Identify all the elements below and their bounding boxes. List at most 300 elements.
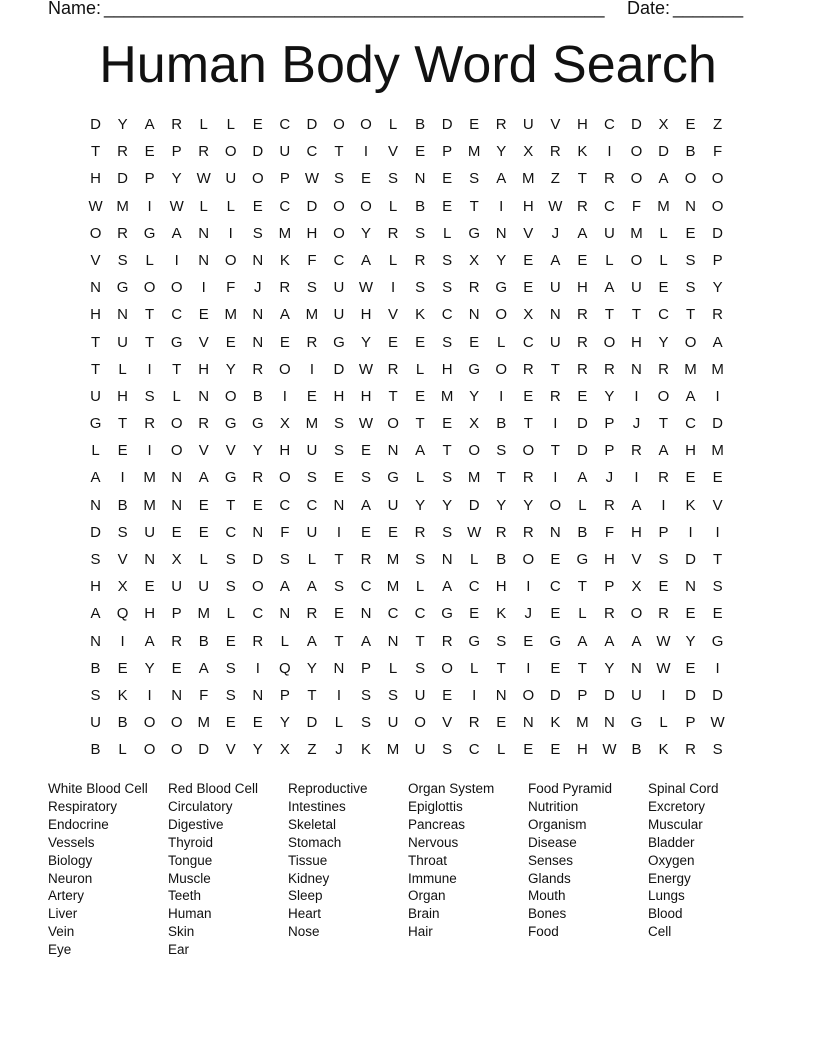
grid-cell[interactable]: R <box>171 632 183 650</box>
grid-cell[interactable]: D <box>252 551 264 568</box>
grid-cell[interactable]: M <box>467 469 481 487</box>
grid-cell[interactable]: G <box>441 605 453 623</box>
grid-cell[interactable]: M <box>197 605 210 623</box>
grid-cell[interactable]: B <box>90 741 101 759</box>
grid-cell[interactable]: N <box>144 551 156 568</box>
grid-cell[interactable]: J <box>632 415 641 433</box>
grid-cell[interactable]: V <box>198 442 209 460</box>
grid-cell[interactable]: O <box>170 415 183 433</box>
grid-cell[interactable]: M <box>576 714 589 732</box>
grid-cell[interactable]: L <box>226 197 235 215</box>
grid-cell[interactable]: F <box>307 251 317 269</box>
grid-cell[interactable]: A <box>279 578 290 596</box>
grid-cell[interactable]: H <box>576 741 588 759</box>
grid-cell[interactable]: B <box>252 387 263 405</box>
grid-cell[interactable]: E <box>523 279 534 297</box>
grid-cell[interactable]: R <box>279 279 291 297</box>
grid-cell[interactable]: O <box>387 415 399 433</box>
grid-cell[interactable]: B <box>631 741 642 759</box>
grid-cell[interactable]: E <box>360 442 371 460</box>
grid-cell[interactable]: O <box>522 442 535 460</box>
grid-cell[interactable]: D <box>549 686 561 704</box>
grid-cell[interactable]: L <box>415 578 425 596</box>
grid-cell[interactable]: I <box>174 251 179 269</box>
grid-cell[interactable]: T <box>90 143 101 161</box>
grid-cell[interactable]: F <box>226 279 236 297</box>
grid-cell[interactable]: C <box>306 143 318 161</box>
grid-cell[interactable]: E <box>279 333 290 351</box>
grid-cell[interactable]: E <box>523 632 534 650</box>
grid-cell[interactable]: C <box>279 197 291 215</box>
grid-cell[interactable]: N <box>333 496 345 514</box>
grid-cell[interactable]: G <box>630 714 643 732</box>
grid-cell[interactable]: U <box>387 496 399 514</box>
grid-cell[interactable]: E <box>333 605 344 623</box>
grid-cell[interactable]: O <box>224 387 237 405</box>
grid-cell[interactable]: C <box>387 605 399 623</box>
grid-cell[interactable]: Y <box>712 279 723 297</box>
grid-cell[interactable]: M <box>630 224 643 242</box>
grid-cell[interactable]: H <box>306 224 318 242</box>
grid-cell[interactable]: C <box>685 415 696 433</box>
grid-cell[interactable]: T <box>550 360 560 378</box>
grid-cell[interactable]: H <box>117 387 128 405</box>
grid-cell[interactable]: D <box>468 496 480 514</box>
grid-cell[interactable]: E <box>523 387 534 405</box>
grid-cell[interactable]: C <box>306 496 318 514</box>
grid-cell[interactable]: P <box>279 170 290 188</box>
grid-cell[interactable]: X <box>523 143 534 161</box>
grid-cell[interactable]: T <box>577 659 587 677</box>
grid-cell[interactable]: R <box>631 442 642 460</box>
grid-cell[interactable]: R <box>495 116 507 133</box>
grid-cell[interactable]: B <box>198 632 209 650</box>
grid-cell[interactable]: T <box>90 333 101 351</box>
grid-cell[interactable]: C <box>658 306 669 324</box>
grid-cell[interactable]: W <box>358 415 374 433</box>
grid-cell[interactable]: S <box>442 251 453 269</box>
grid-cell[interactable]: U <box>90 387 101 405</box>
grid-cell[interactable]: S <box>712 741 723 759</box>
grid-cell[interactable]: O <box>549 496 562 514</box>
grid-cell[interactable]: T <box>442 442 452 460</box>
grid-cell[interactable]: V <box>225 741 236 759</box>
grid-cell[interactable]: T <box>117 415 128 433</box>
grid-cell[interactable]: L <box>199 197 208 215</box>
grid-cell[interactable]: C <box>279 116 291 133</box>
grid-cell[interactable]: I <box>688 523 693 541</box>
grid-cell[interactable]: N <box>198 224 210 242</box>
grid-cell[interactable]: N <box>631 360 642 378</box>
grid-cell[interactable]: N <box>252 251 264 269</box>
grid-cell[interactable]: O <box>170 714 183 732</box>
grid-cell[interactable]: X <box>469 251 480 269</box>
grid-cell[interactable]: A <box>415 442 426 460</box>
grid-cell[interactable]: S <box>333 578 344 596</box>
grid-cell[interactable]: U <box>279 143 291 161</box>
grid-cell[interactable]: N <box>441 551 453 568</box>
grid-cell[interactable]: W <box>304 170 319 188</box>
name-field[interactable]: __________________________________________________ <box>104 0 605 18</box>
grid-cell[interactable]: A <box>577 632 588 650</box>
grid-cell[interactable]: E <box>117 442 128 460</box>
grid-cell[interactable]: X <box>279 415 290 433</box>
grid-cell[interactable]: I <box>553 415 558 433</box>
grid-cell[interactable]: Q <box>279 659 291 677</box>
grid-cell[interactable]: I <box>201 279 206 297</box>
grid-cell[interactable]: G <box>170 333 183 351</box>
grid-cell[interactable]: D <box>658 143 669 161</box>
grid-cell[interactable]: T <box>334 551 344 568</box>
grid-cell[interactable]: S <box>415 224 426 242</box>
grid-cell[interactable]: R <box>171 116 183 133</box>
grid-cell[interactable]: K <box>279 251 290 269</box>
grid-cell[interactable]: L <box>388 251 398 269</box>
grid-cell[interactable]: W <box>656 659 671 677</box>
grid-cell[interactable]: S <box>225 551 236 568</box>
grid-cell[interactable]: E <box>469 116 480 133</box>
grid-cell[interactable]: R <box>495 523 507 541</box>
grid-cell[interactable]: I <box>336 686 342 704</box>
grid-cell[interactable]: H <box>279 442 291 460</box>
grid-cell[interactable]: T <box>90 360 101 378</box>
grid-cell[interactable]: E <box>523 251 534 269</box>
grid-cell[interactable]: J <box>335 741 343 759</box>
grid-cell[interactable]: G <box>251 415 264 433</box>
grid-cell[interactable]: M <box>657 197 670 215</box>
grid-cell[interactable]: H <box>576 116 588 133</box>
grid-cell[interactable]: E <box>360 170 371 188</box>
grid-cell[interactable]: A <box>631 632 642 650</box>
grid-cell[interactable]: N <box>117 306 128 324</box>
grid-cell[interactable]: Y <box>306 659 317 677</box>
grid-cell[interactable]: V <box>225 442 236 460</box>
grid-cell[interactable]: T <box>496 469 506 487</box>
grid-cell[interactable]: C <box>468 741 480 759</box>
grid-cell[interactable]: B <box>415 116 426 133</box>
grid-cell[interactable]: S <box>442 523 453 541</box>
grid-cell[interactable]: O <box>170 741 183 759</box>
grid-cell[interactable]: H <box>90 306 101 324</box>
grid-cell[interactable]: V <box>523 224 534 242</box>
grid-cell[interactable]: F <box>199 686 209 704</box>
grid-cell[interactable]: H <box>603 551 615 568</box>
grid-cell[interactable]: X <box>469 415 480 433</box>
grid-cell[interactable]: V <box>631 551 642 568</box>
grid-cell[interactable]: O <box>495 360 508 378</box>
grid-cell[interactable]: A <box>442 578 453 596</box>
grid-cell[interactable]: D <box>90 523 101 541</box>
grid-cell[interactable]: R <box>576 197 588 215</box>
grid-cell[interactable]: E <box>685 605 696 623</box>
grid-cell[interactable]: P <box>171 605 182 623</box>
grid-cell[interactable]: K <box>685 496 696 514</box>
grid-cell[interactable]: I <box>336 523 342 541</box>
grid-cell[interactable]: L <box>442 224 452 242</box>
grid-cell[interactable]: O <box>89 224 102 242</box>
grid-cell[interactable]: S <box>442 469 453 487</box>
grid-cell[interactable]: K <box>360 741 371 759</box>
grid-cell[interactable]: O <box>603 333 616 351</box>
grid-cell[interactable]: D <box>576 442 588 460</box>
grid-cell[interactable]: P <box>360 659 371 677</box>
grid-cell[interactable]: N <box>414 170 426 188</box>
grid-cell[interactable]: N <box>522 714 534 732</box>
grid-cell[interactable]: R <box>576 360 588 378</box>
grid-cell[interactable]: L <box>470 659 479 677</box>
grid-cell[interactable]: O <box>333 224 345 242</box>
grid-cell[interactable]: N <box>252 306 264 324</box>
grid-cell[interactable]: L <box>659 224 668 242</box>
grid-cell[interactable]: G <box>468 224 481 242</box>
grid-cell[interactable]: I <box>228 224 233 242</box>
grid-cell[interactable]: I <box>499 387 504 405</box>
grid-cell[interactable]: S <box>252 224 263 242</box>
grid-cell[interactable]: O <box>684 170 697 188</box>
grid-cell[interactable]: I <box>147 442 152 460</box>
grid-cell[interactable]: M <box>305 415 319 433</box>
grid-cell[interactable]: N <box>333 659 345 677</box>
grid-cell[interactable]: S <box>388 686 399 704</box>
grid-cell[interactable]: G <box>224 415 237 433</box>
grid-cell[interactable]: F <box>713 143 723 161</box>
grid-cell[interactable]: Y <box>685 632 696 650</box>
grid-cell[interactable]: A <box>658 170 669 188</box>
grid-cell[interactable]: R <box>522 523 534 541</box>
grid-cell[interactable]: O <box>468 442 481 460</box>
grid-cell[interactable]: G <box>116 279 129 297</box>
grid-cell[interactable]: O <box>333 197 345 215</box>
grid-cell[interactable]: N <box>252 333 264 351</box>
grid-cell[interactable]: R <box>576 306 588 324</box>
grid-cell[interactable]: B <box>496 415 507 433</box>
grid-cell[interactable]: L <box>497 333 506 351</box>
grid-cell[interactable]: Z <box>550 170 560 188</box>
grid-cell[interactable]: E <box>712 469 723 487</box>
grid-cell[interactable]: C <box>414 605 426 623</box>
grid-cell[interactable]: N <box>90 632 101 650</box>
grid-cell[interactable]: E <box>658 578 669 596</box>
grid-cell[interactable]: D <box>306 116 318 133</box>
grid-cell[interactable]: A <box>360 496 371 514</box>
grid-cell[interactable]: S <box>360 469 371 487</box>
grid-cell[interactable]: S <box>117 523 128 541</box>
grid-cell[interactable]: Y <box>442 496 453 514</box>
grid-cell[interactable]: E <box>198 496 209 514</box>
grid-cell[interactable]: O <box>143 741 156 759</box>
grid-cell[interactable]: M <box>386 551 400 568</box>
grid-cell[interactable]: A <box>604 632 615 650</box>
grid-cell[interactable]: H <box>333 387 345 405</box>
grid-cell[interactable]: Y <box>496 251 507 269</box>
grid-cell[interactable]: O <box>251 170 264 188</box>
grid-cell[interactable]: J <box>524 605 533 623</box>
grid-cell[interactable]: C <box>522 333 534 351</box>
grid-cell[interactable]: S <box>496 632 507 650</box>
grid-cell[interactable]: L <box>578 605 587 623</box>
grid-cell[interactable]: H <box>90 578 101 596</box>
grid-cell[interactable]: T <box>415 415 425 433</box>
grid-cell[interactable]: W <box>656 632 671 650</box>
grid-cell[interactable]: X <box>631 578 642 596</box>
grid-cell[interactable]: C <box>171 306 183 324</box>
grid-cell[interactable]: M <box>386 741 400 759</box>
grid-cell[interactable]: E <box>577 251 588 269</box>
grid-cell[interactable]: U <box>549 333 561 351</box>
grid-cell[interactable]: I <box>309 360 314 378</box>
grid-cell[interactable]: Q <box>116 605 129 623</box>
grid-cell[interactable]: S <box>90 551 101 568</box>
grid-cell[interactable]: Y <box>171 170 182 188</box>
grid-cell[interactable]: L <box>199 551 208 568</box>
grid-cell[interactable]: H <box>360 387 372 405</box>
grid-cell[interactable]: E <box>712 605 723 623</box>
grid-cell[interactable]: B <box>117 714 128 732</box>
grid-cell[interactable]: I <box>472 686 477 704</box>
grid-cell[interactable]: L <box>91 442 100 460</box>
grid-cell[interactable]: A <box>550 251 561 269</box>
grid-cell[interactable]: E <box>496 714 507 732</box>
grid-cell[interactable]: S <box>415 551 426 568</box>
grid-cell[interactable]: R <box>549 387 561 405</box>
grid-cell[interactable]: C <box>549 578 561 596</box>
grid-cell[interactable]: E <box>252 714 263 732</box>
grid-cell[interactable]: W <box>88 197 103 215</box>
grid-cell[interactable]: R <box>252 469 264 487</box>
grid-cell[interactable]: T <box>658 415 669 433</box>
grid-cell[interactable]: C <box>252 605 264 623</box>
grid-cell[interactable]: R <box>522 469 534 487</box>
grid-cell[interactable]: T <box>523 415 533 433</box>
grid-cell[interactable]: W <box>467 523 482 541</box>
grid-cell[interactable]: T <box>713 551 723 568</box>
grid-cell[interactable]: Y <box>415 496 426 514</box>
grid-cell[interactable]: D <box>576 415 588 433</box>
grid-cell[interactable]: R <box>658 360 669 378</box>
grid-cell[interactable]: B <box>415 197 426 215</box>
grid-cell[interactable]: L <box>118 741 127 759</box>
grid-cell[interactable]: L <box>659 714 668 732</box>
grid-cell[interactable]: U <box>306 442 318 460</box>
grid-cell[interactable]: O <box>360 197 372 215</box>
grid-cell[interactable]: S <box>469 170 480 188</box>
grid-cell[interactable]: R <box>387 360 399 378</box>
grid-cell[interactable]: G <box>143 224 156 242</box>
grid-cell[interactable]: V <box>198 333 209 351</box>
grid-cell[interactable]: E <box>442 170 453 188</box>
grid-cell[interactable]: H <box>495 578 507 596</box>
grid-cell[interactable]: S <box>117 251 128 269</box>
date-field[interactable]: _______ <box>673 0 744 18</box>
grid-cell[interactable]: T <box>685 306 696 324</box>
grid-cell[interactable]: M <box>386 578 400 596</box>
grid-cell[interactable]: S <box>712 578 723 596</box>
grid-cell[interactable]: I <box>147 686 152 704</box>
grid-cell[interactable]: O <box>170 279 183 297</box>
grid-cell[interactable]: B <box>496 551 507 568</box>
grid-cell[interactable]: W <box>196 170 211 188</box>
grid-cell[interactable]: L <box>388 116 398 133</box>
grid-cell[interactable]: L <box>280 632 290 650</box>
grid-cell[interactable]: O <box>251 578 264 596</box>
grid-cell[interactable]: D <box>306 714 318 732</box>
grid-cell[interactable]: E <box>225 714 236 732</box>
grid-cell[interactable]: I <box>499 197 504 215</box>
grid-cell[interactable]: E <box>117 659 128 677</box>
grid-cell[interactable]: R <box>306 333 318 351</box>
grid-cell[interactable]: I <box>553 469 558 487</box>
grid-cell[interactable]: C <box>468 578 480 596</box>
grid-cell[interactable]: O <box>279 469 291 487</box>
grid-cell[interactable]: S <box>225 578 236 596</box>
grid-cell[interactable]: U <box>414 741 426 759</box>
grid-cell[interactable]: N <box>90 279 101 297</box>
grid-cell[interactable]: U <box>171 578 183 596</box>
grid-cell[interactable]: K <box>496 605 507 623</box>
grid-cell[interactable]: R <box>387 224 399 242</box>
grid-cell[interactable]: W <box>710 714 725 732</box>
grid-cell[interactable]: R <box>198 415 210 433</box>
grid-cell[interactable]: E <box>550 605 561 623</box>
grid-cell[interactable]: H <box>576 279 588 297</box>
grid-cell[interactable]: L <box>470 551 479 568</box>
grid-cell[interactable]: L <box>307 551 317 568</box>
grid-cell[interactable]: S <box>388 170 399 188</box>
grid-cell[interactable]: S <box>496 442 507 460</box>
grid-cell[interactable]: T <box>469 197 479 215</box>
grid-cell[interactable]: U <box>549 279 561 297</box>
grid-cell[interactable]: L <box>605 251 614 269</box>
grid-cell[interactable]: R <box>414 523 426 541</box>
grid-cell[interactable]: S <box>360 686 371 704</box>
grid-cell[interactable]: I <box>282 387 287 405</box>
grid-cell[interactable]: T <box>604 306 614 324</box>
grid-cell[interactable]: L <box>172 387 181 405</box>
grid-cell[interactable]: N <box>495 686 507 704</box>
grid-cell[interactable]: D <box>306 197 318 215</box>
grid-cell[interactable]: E <box>442 415 453 433</box>
grid-cell[interactable]: A <box>144 632 155 650</box>
grid-cell[interactable]: P <box>658 523 669 541</box>
grid-cell[interactable]: U <box>225 170 237 188</box>
grid-cell[interactable]: I <box>363 143 369 161</box>
grid-cell[interactable]: L <box>497 741 506 759</box>
grid-cell[interactable]: N <box>549 523 561 541</box>
grid-cell[interactable]: B <box>685 143 696 161</box>
grid-cell[interactable]: N <box>685 197 696 215</box>
grid-cell[interactable]: E <box>225 333 236 351</box>
grid-cell[interactable]: A <box>306 632 317 650</box>
grid-cell[interactable]: Y <box>469 387 480 405</box>
grid-cell[interactable]: R <box>712 306 724 324</box>
grid-cell[interactable]: M <box>711 442 724 460</box>
grid-cell[interactable]: C <box>333 251 345 269</box>
grid-cell[interactable]: T <box>550 442 560 460</box>
grid-cell[interactable]: Y <box>117 116 128 133</box>
grid-cell[interactable]: L <box>226 605 235 623</box>
grid-cell[interactable]: T <box>307 686 317 704</box>
grid-cell[interactable]: R <box>658 469 669 487</box>
grid-cell[interactable]: H <box>198 360 210 378</box>
grid-cell[interactable]: N <box>387 442 399 460</box>
grid-cell[interactable]: L <box>226 116 235 133</box>
grid-cell[interactable]: R <box>603 360 615 378</box>
grid-cell[interactable]: L <box>118 360 127 378</box>
grid-cell[interactable]: S <box>144 387 155 405</box>
grid-cell[interactable]: Y <box>252 442 263 460</box>
grid-cell[interactable]: X <box>117 578 128 596</box>
grid-cell[interactable]: L <box>388 197 398 215</box>
